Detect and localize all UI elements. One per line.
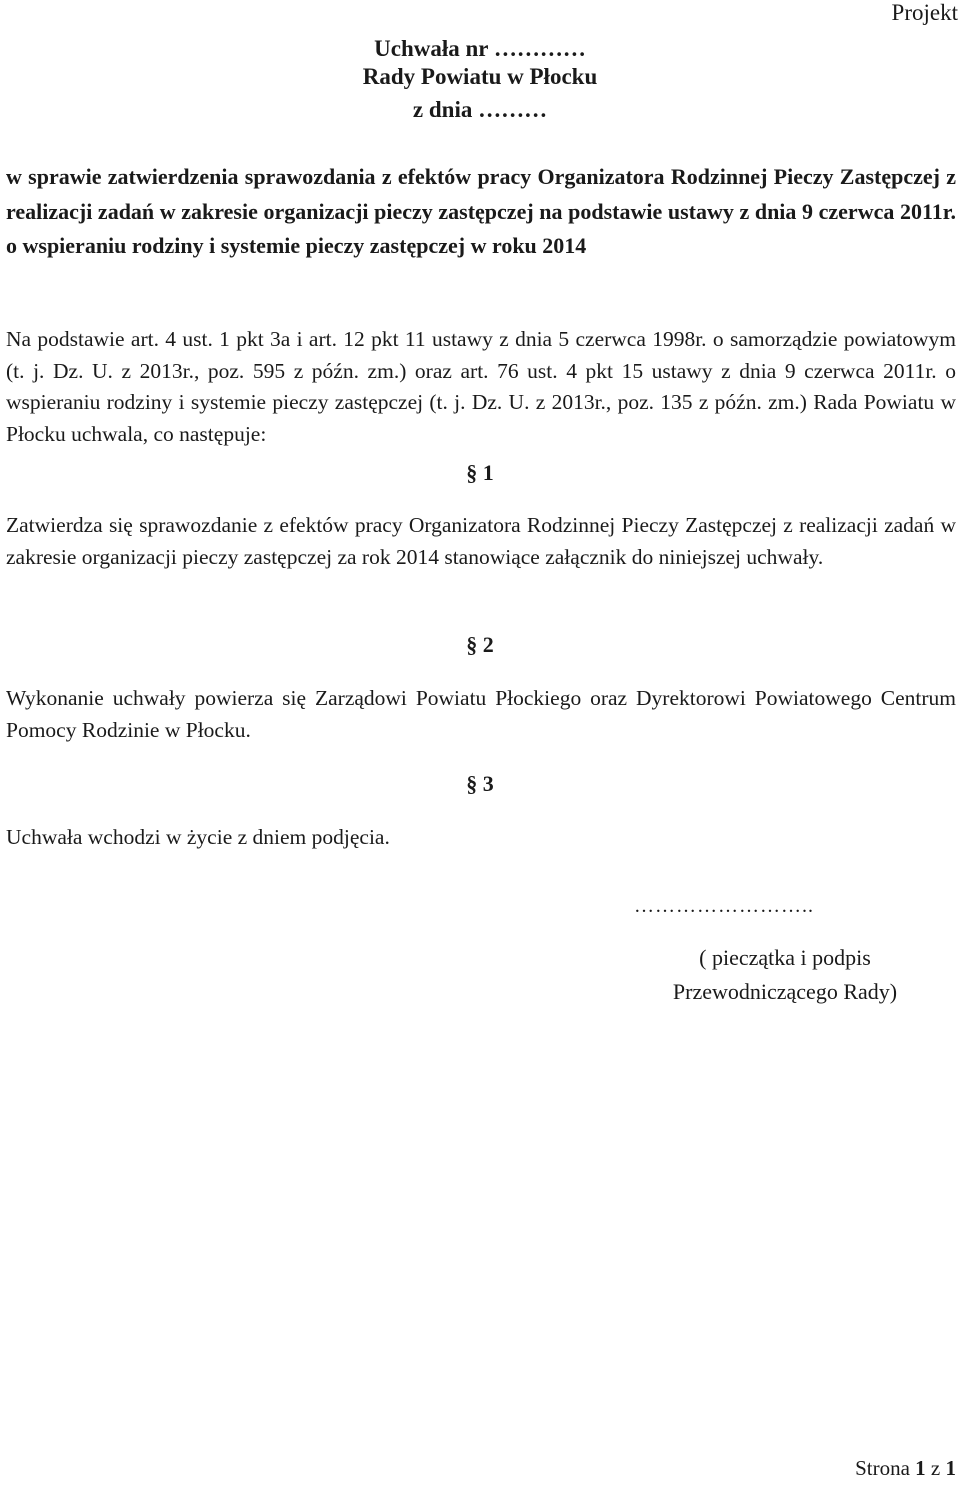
resolution-subject: w sprawie zatwierdzenia sprawozdania z efektów pracy Organizatora Rodzinnej Pieczy Zastępczej z realizacji zadań w zakresie organizacji pieczy zastępczej na podstawie ustawy z dnia 9 czerwca 2011r. o wspieraniu rodziny i systemie pieczy zastępczej w roku 2014 <box>6 164 956 258</box>
resolution-number: Uchwała nr ………… <box>374 36 586 61</box>
signature-block <box>640 941 930 1009</box>
section-1-heading: § 1 <box>466 460 494 485</box>
legal-basis: Na podstawie art. 4 ust. 1 pkt 3a i art. 12 pkt 11 ustawy z dnia 5 czerwca 1998r. o samorządzie powiatowym (t. j. Dz. U. z 2013r., poz. 595 z późn. zm.) oraz art. 76 ust. 4 pkt 15 ustawy z dnia 9 czerwca 2011r. o wspieraniu rodziny i systemie pieczy zastępczej (t. j. Dz. U. z 2013r., poz. 135 z późn. zm.) Rada Powiatu w Płocku uchwala, co następuje: <box>6 327 956 446</box>
signature-line-2: Przewodniczącego Rady) <box>672 979 898 1004</box>
council-name: Rady Powiatu w Płocku <box>362 64 598 89</box>
page-of: z <box>930 1456 941 1480</box>
section-3-text: Uchwała wchodzi w życie z dniem podjęcia. <box>6 825 390 849</box>
section-1-text: Zatwierdza się sprawozdanie z efektów pracy Organizatora Rodzinnej Pieczy Zastępczej z realizacji zadań w zakresie organizacji pieczy zastępczej za rok 2014 stanowiące załącznik do niniejszej uchwały. <box>6 513 956 569</box>
section-2-heading: § 2 <box>466 632 494 657</box>
page-number <box>855 1456 956 1481</box>
section-2-text: Wykonanie uchwały powierza się Zarządowi Powiatu Płockiego oraz Dyrektorowi Powiatowego Centrum Pomocy Rodzinie w Płocku. <box>6 686 956 742</box>
signature-dots: …………………….. <box>634 895 814 917</box>
signature-line-1: ( pieczątka i podpis <box>699 945 871 970</box>
page-current: 1 <box>915 1456 926 1480</box>
draft-label: Projekt <box>891 0 958 25</box>
page-label: Strona <box>855 1456 910 1480</box>
section-3-heading: § 3 <box>466 771 494 796</box>
resolution-date: z dnia ……… <box>412 97 548 122</box>
page-total: 1 <box>945 1456 956 1480</box>
